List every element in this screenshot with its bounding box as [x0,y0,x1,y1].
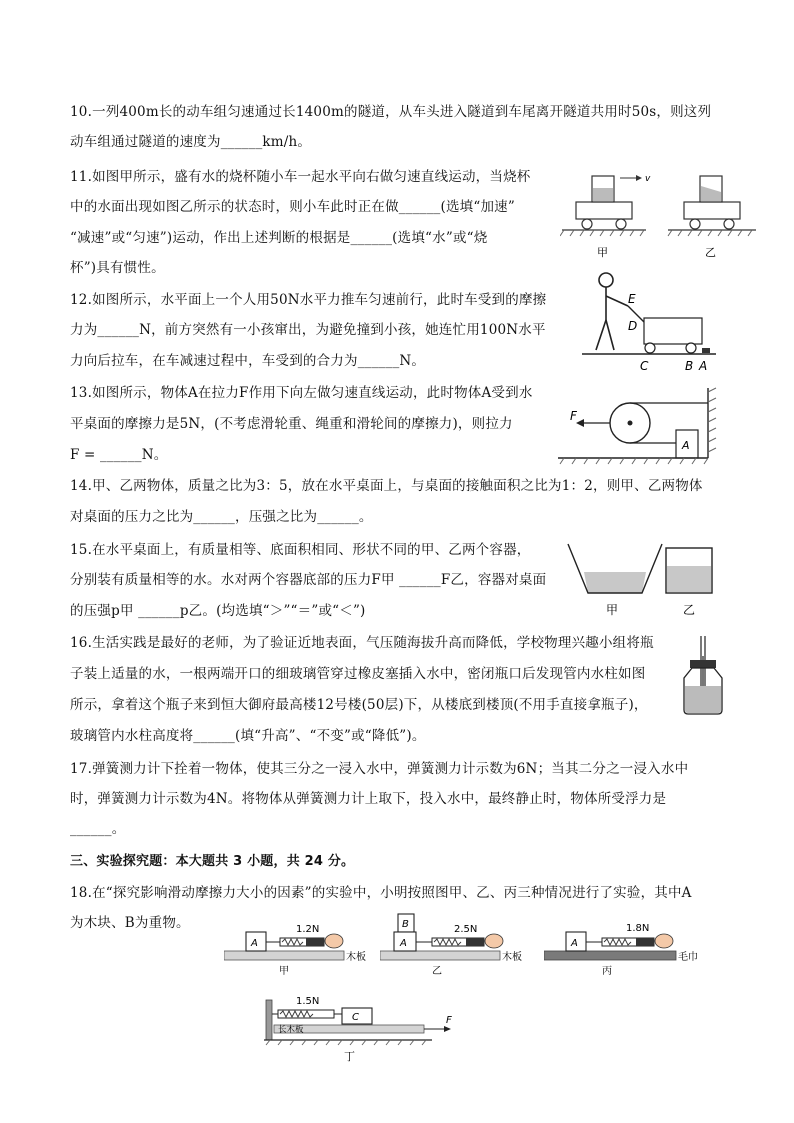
ding-pull-label: F [446,1015,452,1026]
q18-fig-bing [544,918,714,978]
friction-yi-diagram [380,910,540,978]
q11-line4: 杯”)具有惯性。 [70,260,165,276]
block-A-label: A [682,439,690,452]
q13-line1: 13.如图所示，物体A在拉力F作用下向左做匀速直线运动，此时物体A受到水 [70,385,533,401]
q11-figure [560,168,760,263]
label-B: B [685,359,694,373]
yi-block-label: A [400,938,407,949]
q15-figure [562,540,732,620]
q10-line2: 动车组通过隧道的速度为______km/h。 [70,134,312,150]
q14-line2: 对桌面的压力之比为______，压强之比为______。 [70,509,373,525]
yi-force-label: 2.5N [454,924,478,935]
bottle-icon [678,634,726,716]
container-yi-caption: 乙 [683,603,696,617]
q18-fig-jia [224,918,384,978]
bing-caption: 丙 [602,966,612,977]
q11-line1: 11.如图甲所示，盛有水的烧杯随小车一起水平向右做匀速直线运动，当烧杯 [70,169,531,185]
label-D: D [628,319,638,333]
q16-bottle-figure [678,634,726,716]
fig-yi-caption: 乙 [705,246,716,259]
bing-force-label: 1.8N [626,923,650,934]
q12-line3: 力向后拉车，在车减速过程中，车受到的合力为______N。 [70,353,426,369]
q16-line2: 子装上适量的水，一根两端开口的细玻璃管穿过橡皮塞插入水中，密闭瓶口后发现管内水柱如图 [70,666,646,682]
jia-surface-label: 木板 [346,952,366,963]
fig-jia-caption: 甲 [597,246,608,259]
friction-ding-diagram [262,992,472,1064]
q11-line2: 中的水面出现如图乙所示的状态时，则小车此时正在做______(选填“加速” [70,199,515,215]
q16-line1: 16.生活实践是最好的老师，为了验证近地表面，气压随海拔升高而降低，学校物理兴趣小组将瓶 [70,635,654,651]
pulley-diagram [556,386,726,468]
cart-diagram [560,168,760,263]
q12-line1: 12.如图所示，水平面上一个人用50N水平力推车匀速前行，此时车受到的摩擦 [70,292,547,308]
push-cart-diagram [578,270,718,375]
q18-line1: 18.在“探究影响滑动摩擦力大小的因素”的实验中，小明按照图甲、乙、丙三种情况进行了实验，其中A [70,885,692,901]
yi-caption: 乙 [432,966,442,977]
label-C: C [640,359,649,373]
friction-jia-diagram [224,918,384,978]
jia-force-label: 1.2N [296,924,320,935]
q18-fig-ding [262,992,472,1064]
q18-line2: 为木块、B为重物。 [70,915,190,931]
container-jia-caption: 甲 [606,603,619,617]
jia-caption: 甲 [279,966,289,977]
q18-fig-yi [380,910,540,978]
q15-line3: 的压强p甲 ______p乙。(均选填“＞”“＝”或“＜”) [70,603,366,619]
bing-block-label: A [571,938,578,949]
yi-weight-label: B [402,919,409,930]
section3-heading: 三、实验探究题：本大题共 3 小题，共 24 分。 [70,854,355,869]
label-F: F [570,409,577,423]
ding-block-label: C [352,1012,359,1023]
q15-line1: 15.在水平桌面上，有质量相等、底面积相同、形状不同的甲、乙两个容器， [70,542,531,558]
q17-line3: ______。 [70,821,126,837]
q14-line1: 14.甲、乙两物体，质量之比为3：5，放在水平桌面上，与桌面的接触面积之比为1：2，则甲、乙两物体 [70,478,703,494]
label-A: A [699,359,708,373]
q10-line1: 10.一列400m长的动车组匀速通过长1400m的隧道，从车头进入隧道到车尾离开隧道共用时50s，则这列 [70,104,712,120]
q11-line3: “减速”或“匀速”)运动，作出上述判断的根据是______(选填“水”或“烧 [70,230,488,246]
q13-line3: F = ______N。 [70,447,168,463]
q16-line4: 玻璃管内水柱高度将______(填“升高”、“不变”或“降低”)。 [70,728,426,744]
ding-force-label: 1.5N [296,996,320,1007]
q13-figure [556,386,726,468]
jia-block-label: A [251,938,258,949]
q12-line2: 力为______N，前方突然有一小孩窜出，为避免撞到小孩，她连忙用100N水平 [70,322,546,338]
yi-surface-label: 木板 [502,952,522,963]
bing-surface-label: 毛巾 [678,952,698,963]
q15-line2: 分别装有质量相等的水。水对两个容器底部的压力F甲 ______F乙，容器对桌面 [70,572,547,588]
velocity-label: v [645,174,651,184]
q16-line3: 所示，拿着这个瓶子来到恒大御府最高楼12号楼(50层)下，从楼底到楼顶(不用手直接拿瓶子)， [70,697,648,713]
q13-line2: 平桌面的摩擦力是5N，(不考虑滑轮重、绳重和滑轮间的摩擦力)，则拉力 [70,416,513,432]
containers-diagram [562,540,732,620]
label-E: E [628,292,636,306]
q17-line2: 时，弹簧测力计示数为4N。将物体从弹簧测力计上取下，投入水中，最终静止时，物体所受浮力是 [70,791,667,807]
q12-figure [578,270,718,375]
q17-line1: 17.弹簧测力计下拴着一物体，使其三分之一浸入水中，弹簧测力计示数为6N；当其二分之一浸入水中 [70,761,689,777]
ding-caption: 丁 [344,1050,355,1063]
ding-board-label: 长木板 [278,1025,304,1035]
friction-bing-diagram [544,918,714,978]
